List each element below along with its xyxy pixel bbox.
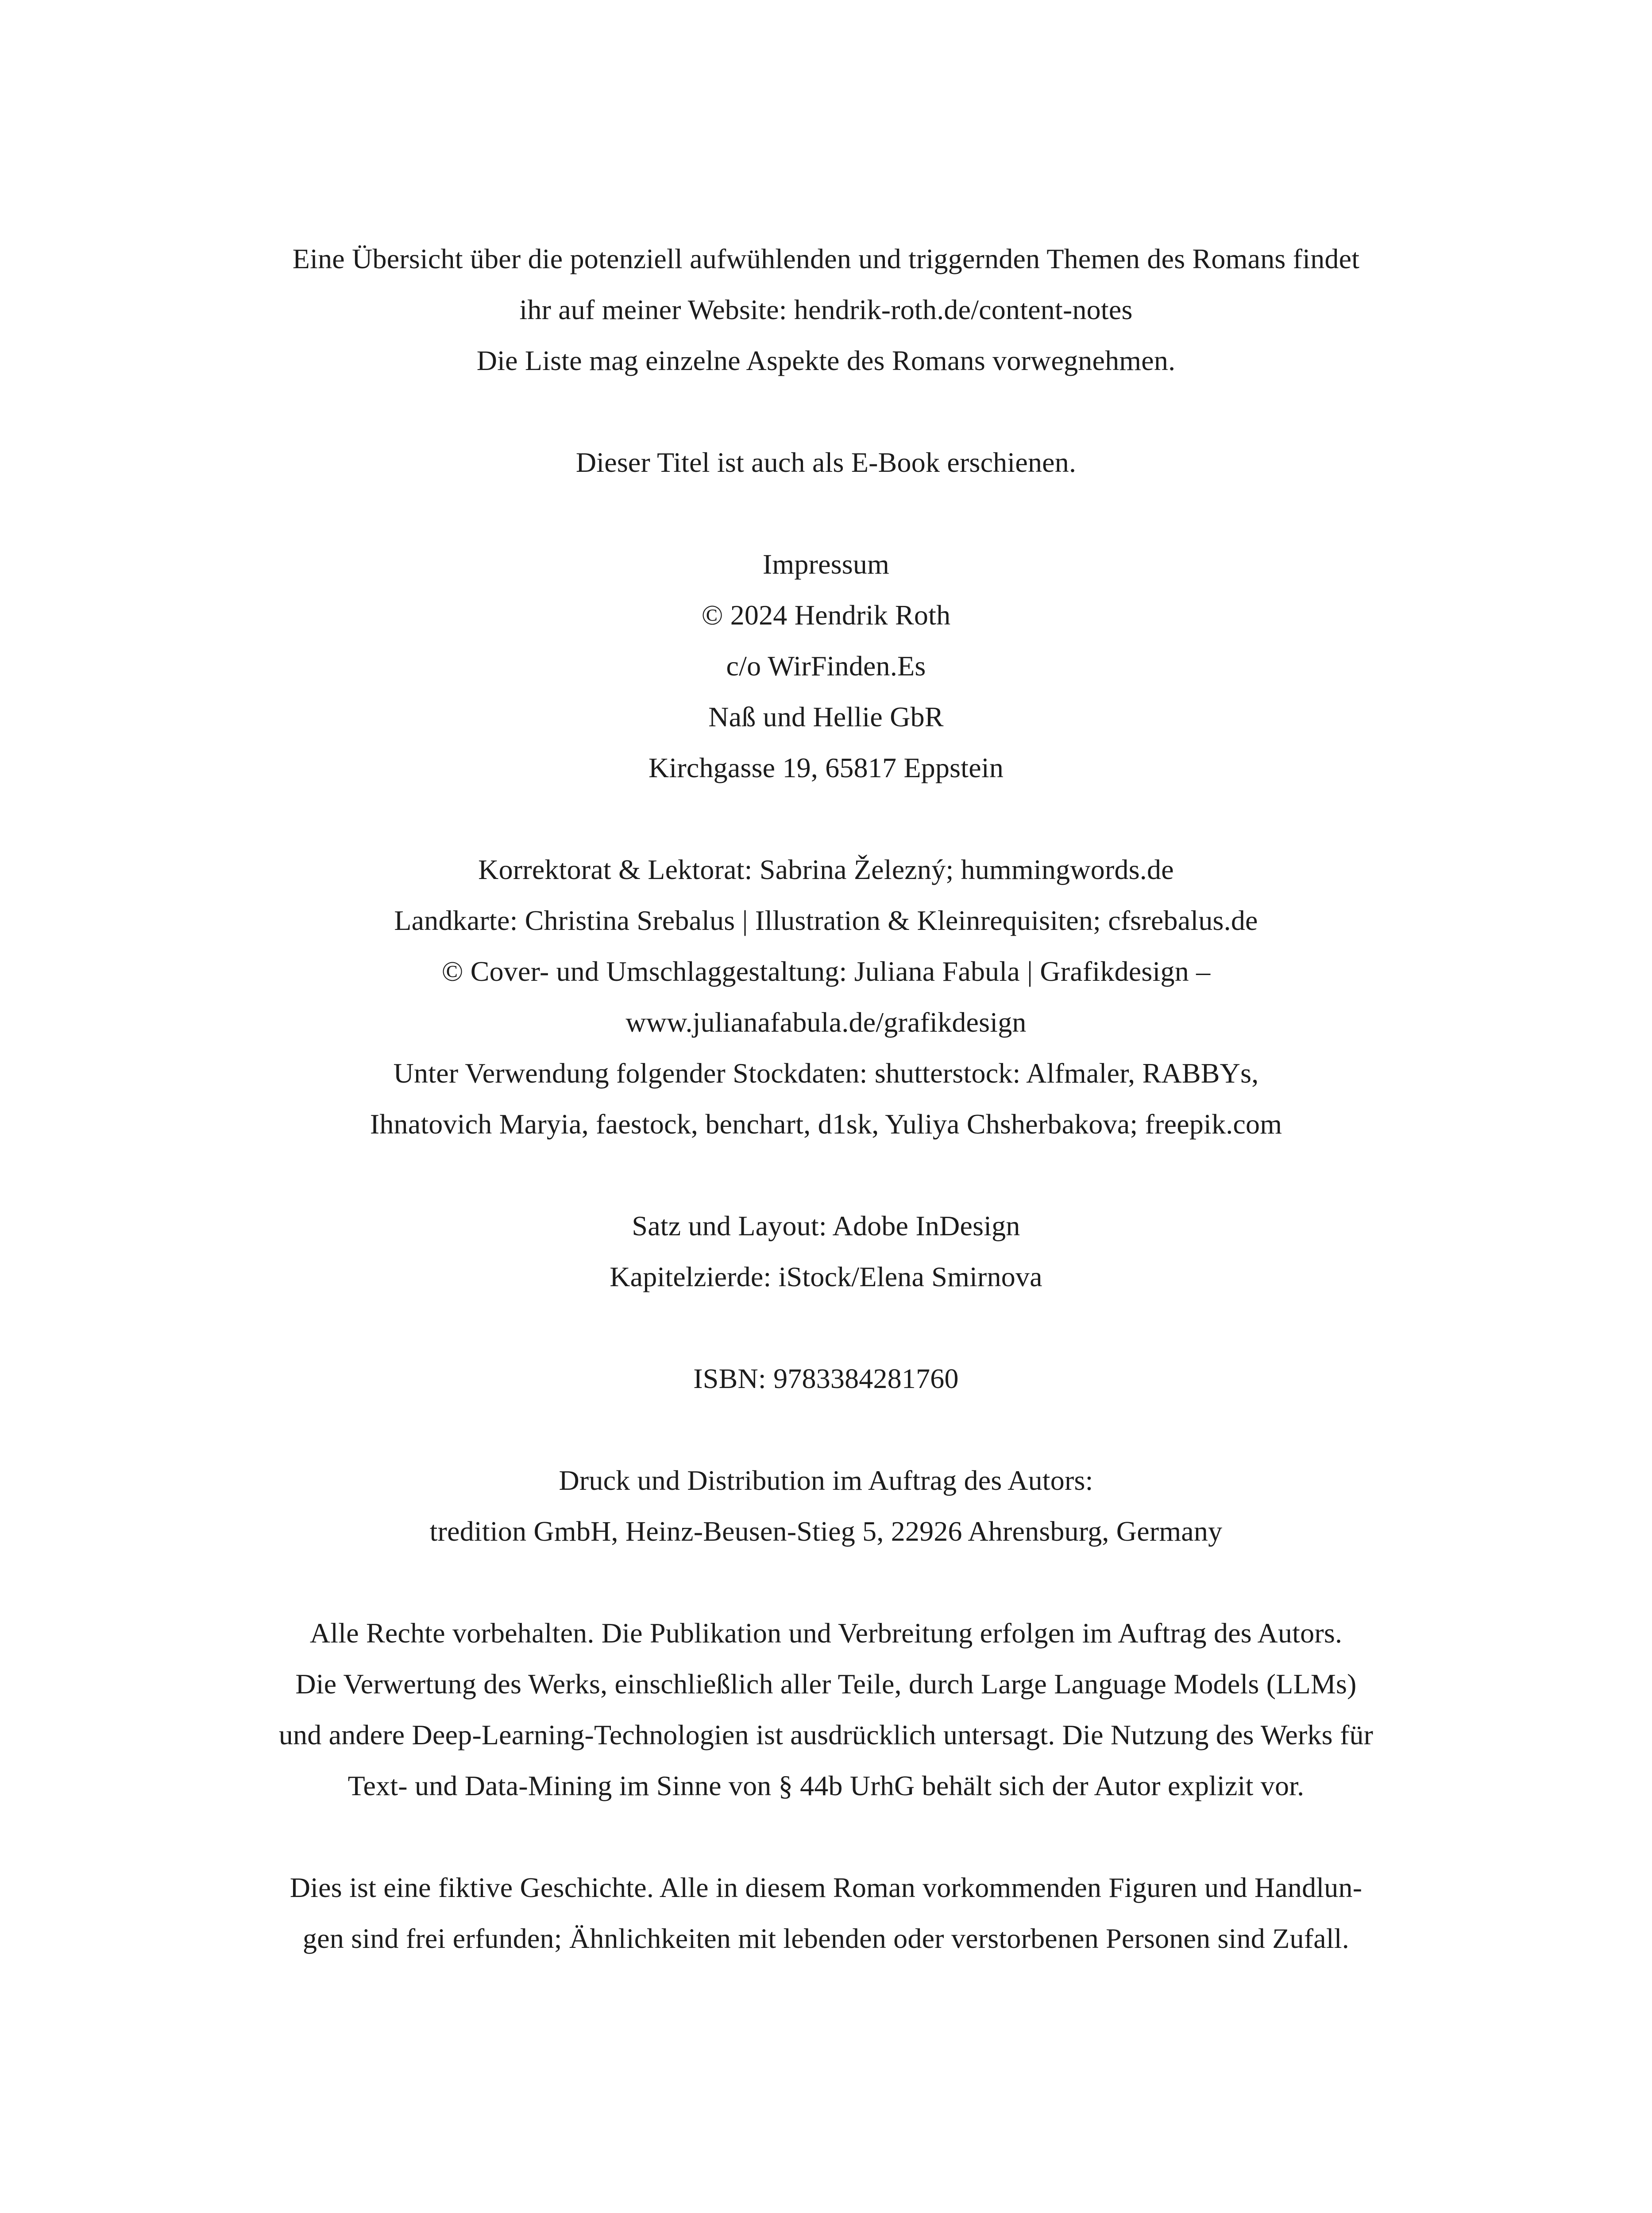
disclaimer-line-1: Dies ist eine fiktive Geschichte. Alle in diesem Roman vorkommenden Figuren und Handlun- xyxy=(289,1872,1363,1903)
credits-line-2: Landkarte: Christina Srebalus | Illustration & Kleinrequisiten; cfsrebalus.de xyxy=(394,905,1258,936)
credits-line-5: Unter Verwendung folgender Stockdaten: shutterstock: Alfmaler, RABBYs, xyxy=(393,1057,1259,1089)
content-notes-line-3: Die Liste mag einzelne Aspekte des Romans vorwegnehmen. xyxy=(476,345,1176,376)
rights-line-2: Die Verwertung des Werks, einschließlich aller Teile, durch Large Language Models (LLMs) xyxy=(295,1668,1357,1700)
content-notes-line-1: Eine Übersicht über die potenziell aufwühlenden und triggernden Themen des Romans findet xyxy=(292,243,1360,274)
credits-line-3: © Cover- und Umschlaggestaltung: Juliana Fabula | Grafikdesign – xyxy=(441,956,1211,987)
credits-line-6: Ihnatovich Maryia, faestock, benchart, d1sk, Yuliya Chsherbakova; freepik.com xyxy=(370,1108,1282,1140)
impressum-company: Naß und Hellie GbR xyxy=(708,701,944,733)
layout-credit-line-1: Satz und Layout: Adobe InDesign xyxy=(632,1210,1020,1241)
isbn: ISBN: 9783384281760 xyxy=(693,1363,959,1394)
credits-line-1: Korrektorat & Lektorat: Sabrina Železný; hummingwords.de xyxy=(478,854,1174,885)
impressum-copyright: © 2024 Hendrik Roth xyxy=(701,599,951,631)
impressum-address: Kirchgasse 19, 65817 Eppstein xyxy=(648,752,1004,783)
ebook-note: Dieser Titel ist auch als E-Book erschienen. xyxy=(575,447,1077,478)
distribution-line-2: tredition GmbH, Heinz-Beusen-Stieg 5, 22926 Ahrensburg, Germany xyxy=(429,1515,1223,1547)
rights-line-3: und andere Deep-Learning-Technologien ist ausdrücklich untersagt. Die Nutzung des Werks für xyxy=(278,1719,1374,1750)
layout-credit-line-2: Kapitelzierde: iStock/Elena Smirnova xyxy=(610,1261,1042,1292)
disclaimer-line-2: gen sind frei erfunden; Ähnlichkeiten mit lebenden oder verstorbenen Personen sind Zufall. xyxy=(303,1923,1349,1954)
impressum-heading: Impressum xyxy=(762,548,890,580)
impressum-co: c/o WirFinden.Es xyxy=(726,650,926,682)
distribution-line-1: Druck und Distribution im Auftrag des Autors: xyxy=(559,1465,1093,1496)
credits-line-4: www.julianafabula.de/grafikdesign xyxy=(625,1006,1027,1038)
rights-line-1: Alle Rechte vorbehalten. Die Publikation und Verbreitung erfolgen im Auftrag des Autors. xyxy=(309,1617,1343,1649)
rights-line-4: Text- und Data-Mining im Sinne von § 44b UrhG behält sich der Autor explizit vor. xyxy=(347,1770,1305,1801)
content-notes-line-2: ihr auf meiner Website: hendrik-roth.de/content-notes xyxy=(519,294,1133,325)
